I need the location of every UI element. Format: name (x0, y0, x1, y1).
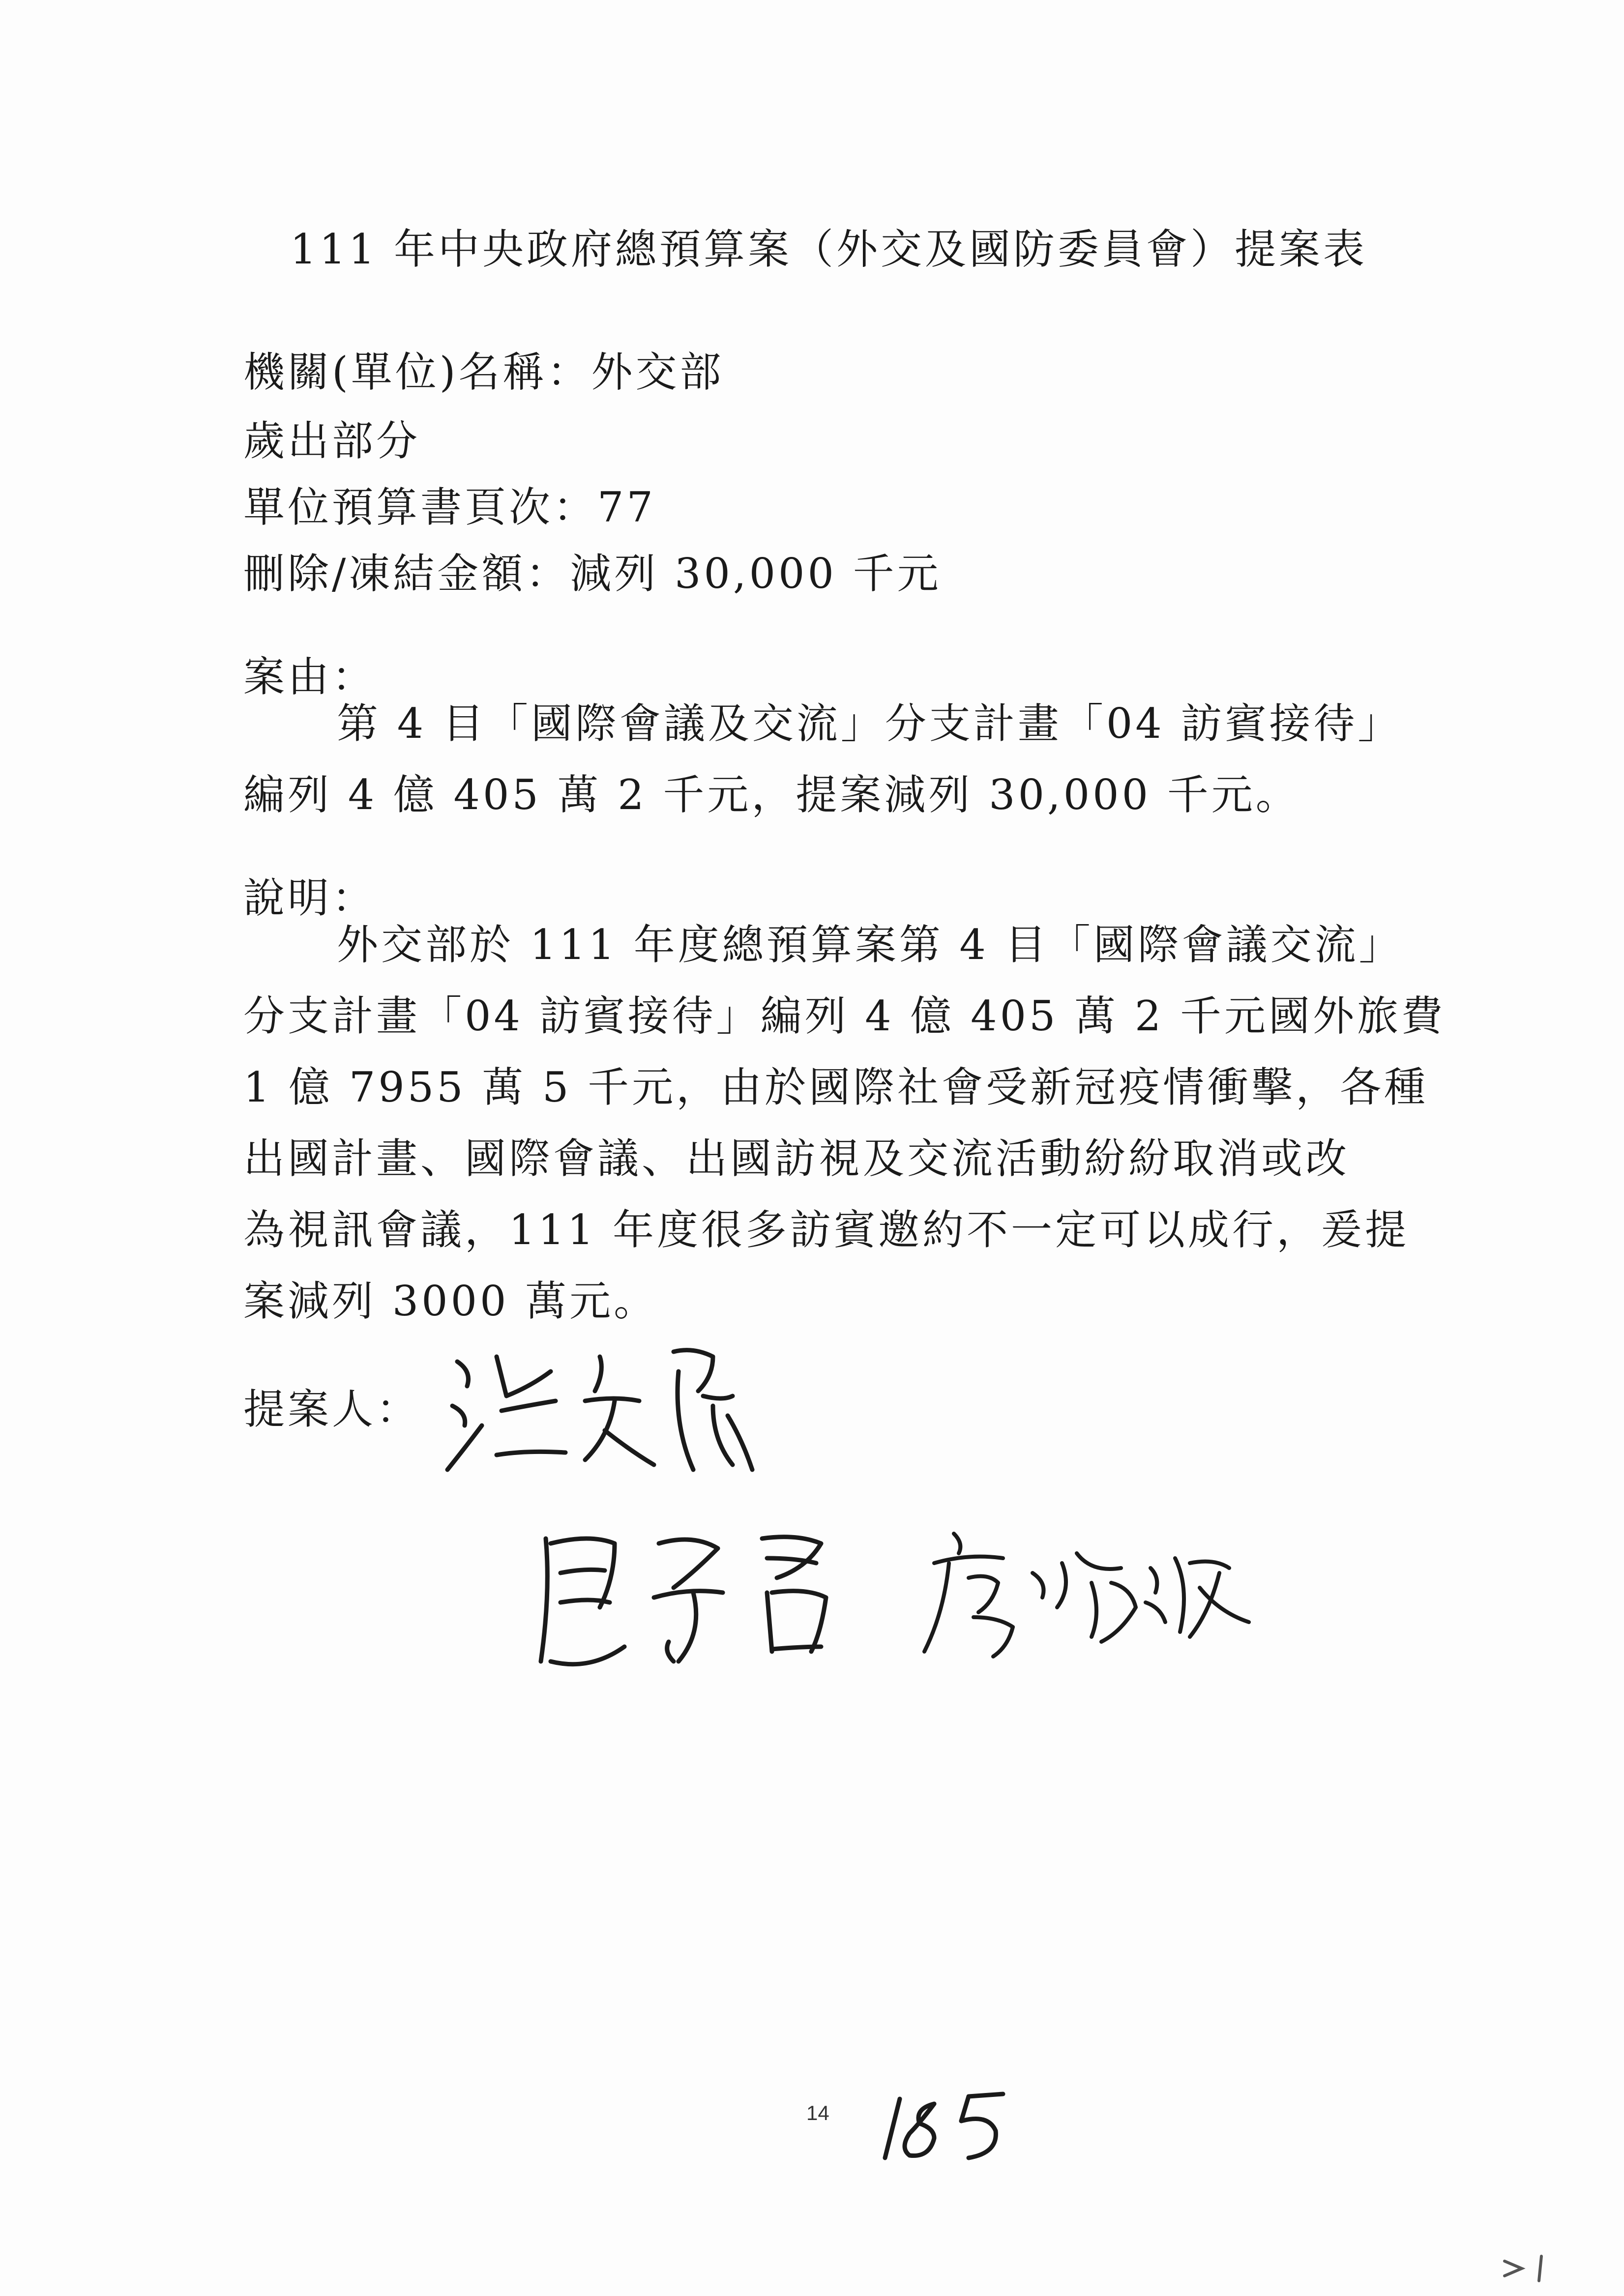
document-title: 111 年中央政府總預算案（外交及國防委員會）提案表 (290, 225, 1368, 273)
corner-mark (1500, 2251, 1559, 2286)
explanation-line: 外交部於 111 年度總預算案第 4 目「國際會議交流」 (337, 921, 1403, 969)
explanation-line: 分支計畫「04 訪賓接待」編列 4 億 405 萬 2 千元國外旅費 (243, 992, 1446, 1040)
section-label: 歲出部分 (243, 417, 421, 465)
amount-line: 刪除/凍結金額：減列 30,000 千元 (243, 550, 942, 598)
handwritten-page-number (880, 2084, 1028, 2168)
explanation-line: 為視訊會議，111 年度很多訪賓邀約不一定可以成行，爰提 (243, 1206, 1410, 1254)
reason-heading: 案由： (243, 653, 377, 701)
proposer-label: 提案人： (243, 1385, 421, 1433)
explanation-line: 1 億 7955 萬 5 千元，由於國際社會受新冠疫情衝擊，各種 (243, 1063, 1429, 1111)
reason-paragraph (243, 688, 1402, 831)
reason-line: 編列 4 億 405 萬 2 千元，提案減列 30,000 千元。 (243, 771, 1300, 819)
agency-name: 機關(單位)名稱：外交部 (243, 348, 724, 396)
explanation-paragraph (243, 909, 1446, 1337)
explanation-line: 出國計畫、國際會議、出國訪視及交流活動紛紛取消或改 (243, 1134, 1350, 1183)
signature-proposer-1 (438, 1327, 782, 1484)
reason-line: 第 4 目「國際會議及交流」分支計畫「04 訪賓接待」 (337, 699, 1402, 748)
signature-proposer-3 (915, 1514, 1269, 1661)
budget-page: 單位預算書頁次：77 (243, 483, 656, 531)
explanation-heading: 說明： (243, 874, 377, 922)
signature-proposer-2 (531, 1514, 885, 1681)
page-number: 14 (806, 2101, 829, 2124)
explanation-line: 案減列 3000 萬元。 (243, 1277, 658, 1325)
